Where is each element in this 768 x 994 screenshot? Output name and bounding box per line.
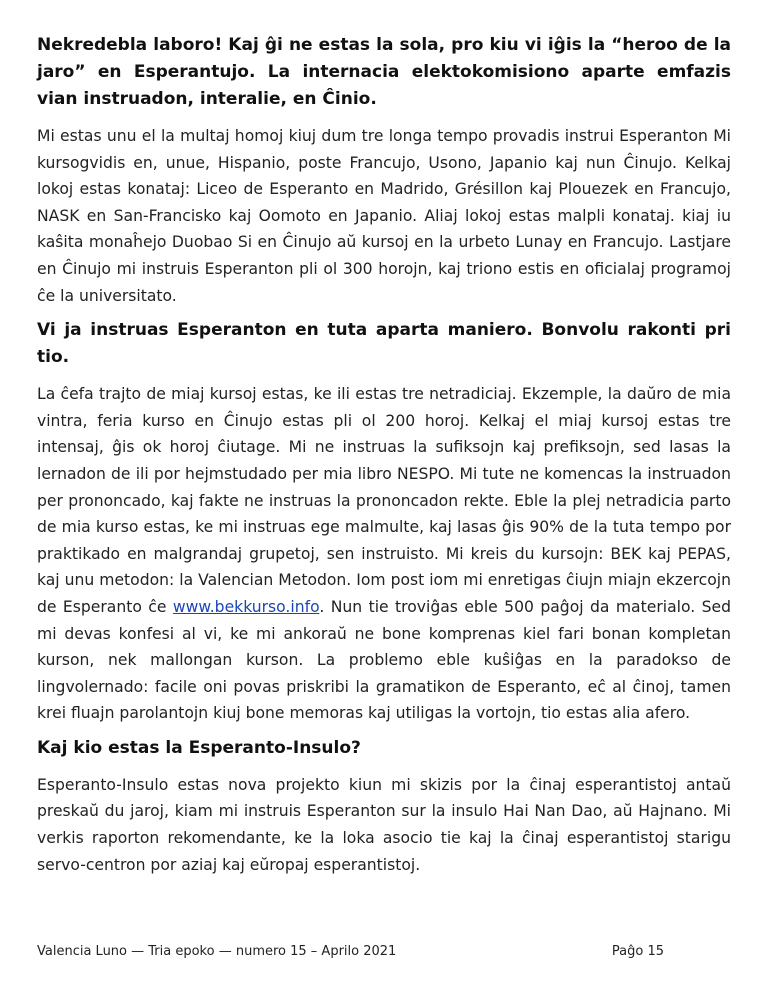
answer-text-before-link: La ĉefa trajto de miaj kursoj estas, ke ili estas tre netradiciaj. Ekzemple, la daŭro de mia vintra, feria kurso en Ĉinujo estas pli ol 200 horoj. Kelkaj el miaj kursoj estas tre intensaj, ĝis ok horoj ĉiutage. Mi ne instruas la sufiksojn kaj prefiksojn, sed lasas la lernadon de ili por hejmstudado per mia libro NESPO. Mi tute ne komencas la instruadon per prononcado, kaj fakte ne instruas la prononcadon rekte. Eble la plej netradicia parto de mia kurso estas, ke mi instruas ege malmulte, kaj lasas ĝis 90% de la tuta tempo por praktikado en malgrandaj grupetoj, sen instruisto. Mi kreis du kursojn: BEK kaj PEPAS, kaj unu metodon: la Valencian Metodon. Iom post iom mi enretigas ĉiujn miajn ekzercojn de Esperanto ĉe [37, 385, 731, 616]
interview-answer: Mi estas unu el la multaj homoj kiuj dum tre longa tempo provadis instrui Esperanton Mi kursogvidis en, unue, Hispanio, poste Francujo, Usono, Japanio kaj nun Ĉinujo. Kelkaj lokoj estas konataj: Liceo de Esperanto en Madrido, Grésillon kaj Plouezek en Francujo, NASK en San-Francisko kaj Oomoto en Japanio. Aliaj lokoj estas malpli konataj. kiaj iu kaŝita monaĥejo Duobao Si en Ĉinujo aŭ kursoj en la urbeto Lunay en Francujo. Lastjare en Ĉinujo mi instruis Esperanton pli ol 300 horojn, kaj triono estis en oficialaj programoj ĉe la universitato. [37, 127, 731, 305]
answer-text-after-link: . Nun tie troviĝas eble 500 paĝoj da materialo. Sed mi devas konfesi al vi, ke mi ankoraŭ ne bone komprenas kiel fari bonan kompletan kurson, nek mallongan kurson. La problemo eble kuŝiĝas en la paradokso de lingvolernado: facile oni povas priskribi la gramatikon de Esperanto, eĉ al ĉinoj, tamen krei fluajn parolantojn kiuj bone memoras kaj utiligas la vortojn, tio estas alia afero. [37, 597, 731, 723]
footer-publication: Valencia Luno — Tria epoko — numero 15 – Aprilo 2021 [37, 944, 397, 959]
bekkurso-link[interactable]: www.bekkurso.info [172, 597, 320, 616]
interview-question: Vi ja instruas Esperanton en tuta aparta maniero. Bonvolu rakonti pri tio. [37, 320, 731, 368]
interview-question: Kaj kio estas la Esperanto-Insulo? [37, 737, 361, 758]
interview-answer [37, 381, 731, 727]
page-number: Paĝo 15 [611, 944, 664, 959]
interview-answer: Esperanto-Insulo estas nova projekto kiun mi skizis por la ĉinaj esperantistoj antaŭ preskaŭ du jaroj, kiam mi instruis Esperanton sur la insulo Hai Nan Dao, aŭ Hajnano. Mi verkis raporton rekomendante, ke la loka asocio tie kaj la ĉinaj esperantistoj starigu servo-centron por aziaj kaj eŭropaj esperantistoj. [37, 775, 731, 874]
interview-question: Nekredebla laboro! Kaj ĝi ne estas la sola, pro kiu vi iĝis la “heroo de la jaro” en Esperantujo. La internacia elektokomisiono aparte emfazis vian instruadon, interalie, en Ĉinio. [37, 35, 731, 109]
page-footer [37, 944, 664, 959]
article-body [37, 32, 731, 886]
